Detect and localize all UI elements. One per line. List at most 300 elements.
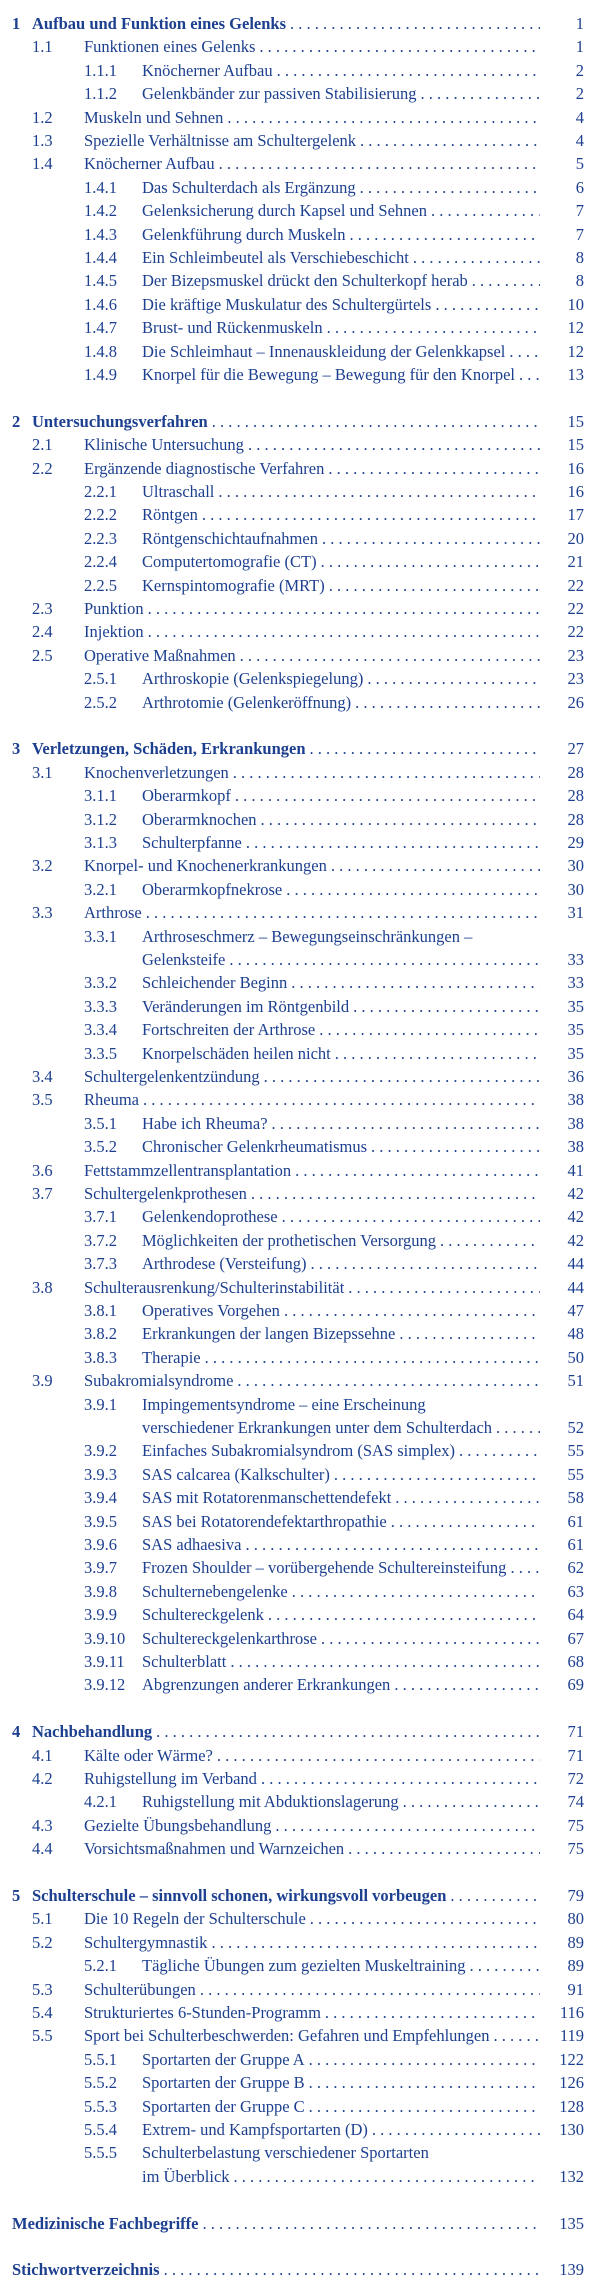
toc-page-number: 2 — [575, 84, 584, 104]
dot-leader — [235, 784, 540, 808]
toc-page-number: 116 — [559, 2003, 584, 2022]
toc-entry-number: 1.4.8 — [84, 341, 117, 361]
toc-section-entry[interactable] — [0, 597, 600, 621]
toc-entry-number: 2.2 — [32, 458, 53, 478]
toc-page-number: 61 — [567, 1535, 584, 1554]
toc-section-entry[interactable] — [0, 1837, 600, 1861]
toc-page-number: 89 — [567, 1932, 584, 1952]
toc-page-number: 16 — [567, 458, 584, 478]
toc-page-number: 55 — [567, 1441, 584, 1461]
toc-page-number: 1 — [575, 37, 584, 57]
toc-subsection-entry[interactable] — [0, 1954, 600, 1978]
toc-chapter-entry[interactable] — [0, 1884, 600, 1908]
dot-leader — [348, 1837, 540, 1861]
toc-entry-title: Röntgenschichtaufnahmen — [142, 528, 318, 548]
dot-leader — [148, 597, 540, 621]
toc-section-entry[interactable] — [0, 129, 600, 153]
toc-page-number: 15 — [567, 435, 584, 455]
toc-subsection-entry[interactable] — [0, 995, 600, 1019]
toc-subsection-entry[interactable] — [0, 808, 600, 832]
dot-leader — [371, 1135, 540, 1159]
dot-leader — [420, 82, 540, 106]
toc-entry-number: 4.4 — [32, 1839, 53, 1859]
toc-entry-title: Ergänzende diagnostische Verfahren — [84, 458, 325, 478]
toc-entry-title: Das Schulterdach als Ergänzung — [142, 177, 356, 197]
toc-subsection-entry[interactable] — [0, 574, 600, 598]
dot-leader — [237, 1369, 540, 1393]
dot-leader — [219, 152, 540, 176]
toc-entry-title: Schultereckgelenkarthrose — [142, 1628, 318, 1648]
toc-entry-title: Schulterausrenkung/Schulterinstabilität — [84, 1277, 345, 1297]
toc-page-number: 38 — [567, 1090, 584, 1110]
dot-leader — [202, 503, 540, 527]
toc-page-number: 35 — [567, 1020, 584, 1040]
toc-entry-title: Muskeln und Sehnen — [84, 107, 224, 127]
toc-subsection-entry[interactable] — [0, 1790, 600, 1814]
toc-entry-number: 2.2.2 — [84, 505, 117, 525]
toc-entry-continuation[interactable] — [0, 1416, 600, 1440]
toc-entry-number: 2.5.1 — [84, 669, 117, 689]
toc-page-number: 35 — [567, 996, 584, 1016]
toc-entry-number: 1.1 — [32, 37, 53, 57]
toc-section-entry[interactable] — [0, 761, 600, 785]
toc-page-number: 17 — [567, 505, 584, 525]
toc-page-number: 41 — [567, 1160, 584, 1180]
toc-page-number: 10 — [567, 294, 584, 314]
toc-entry-number: 5.5.5 — [84, 2143, 117, 2163]
toc-page-number: 23 — [567, 645, 584, 665]
toc-entry-title: Schulterblatt — [142, 1652, 227, 1671]
toc-page-number: 4 — [575, 131, 584, 150]
toc-subsection-entry[interactable] — [0, 2141, 600, 2165]
dot-leader — [240, 644, 540, 668]
toc-entry-title: Verletzungen, Schäden, Erkrankungen — [32, 739, 306, 759]
toc-section-entry[interactable] — [0, 1065, 600, 1089]
toc-entry-title: Schultergelenkentzündung — [84, 1067, 260, 1086]
toc-section-entry[interactable] — [0, 1767, 600, 1791]
toc-section-entry[interactable] — [0, 1907, 600, 1931]
toc-entry-number: 5 — [12, 1886, 21, 1905]
toc-page-number: 58 — [567, 1488, 584, 1508]
toc-entry-number: 1.2 — [32, 107, 53, 127]
toc-chapter-entry[interactable] — [0, 12, 600, 36]
toc-page-number: 29 — [567, 833, 584, 852]
toc-subsection-entry[interactable] — [0, 1252, 600, 1276]
dot-leader — [331, 854, 540, 878]
toc-entry-number: 2.3 — [32, 599, 53, 618]
toc-appendix-entry[interactable] — [0, 2212, 600, 2236]
toc-section-entry[interactable] — [0, 1182, 600, 1206]
toc-subsection-entry[interactable] — [0, 527, 600, 551]
toc-section-entry[interactable] — [0, 1744, 600, 1768]
toc-subsection-entry[interactable] — [0, 1042, 600, 1066]
toc-subsection-entry[interactable] — [0, 246, 600, 270]
toc-page-number: 61 — [567, 1511, 584, 1531]
toc-subsection-entry[interactable] — [0, 1580, 600, 1604]
toc-entry-title: Aufbau und Funktion eines Gelenks — [32, 14, 287, 33]
toc-entry-number: 1.4.6 — [84, 294, 117, 314]
toc-page-number: 67 — [567, 1628, 584, 1648]
dot-leader — [218, 480, 540, 504]
dot-leader — [325, 2001, 540, 2025]
toc-subsection-entry[interactable] — [0, 1135, 600, 1159]
toc-page-number: 119 — [559, 2026, 584, 2046]
toc-entry-title: Der Bizepsmuskel drückt den Schulterkopf herab — [142, 271, 468, 291]
toc-page-number: 30 — [567, 856, 584, 876]
toc-subsection-entry[interactable] — [0, 1673, 600, 1697]
toc-page-number: 55 — [567, 1464, 584, 1484]
toc-subsection-entry[interactable] — [0, 1322, 600, 1346]
dot-leader — [212, 410, 540, 434]
toc-page-number: 7 — [575, 201, 584, 221]
toc-page-number: 35 — [567, 1043, 584, 1063]
toc-entry-number: 3.9.5 — [84, 1511, 117, 1531]
toc-entry-title: Punktion — [84, 599, 144, 618]
toc-entry-title: Ruhigstellung im Verband — [84, 1769, 257, 1788]
dot-leader — [295, 1159, 540, 1183]
toc-page-number: 33 — [567, 950, 584, 969]
toc-entry-number: 1.1.1 — [84, 60, 117, 80]
toc-subsection-entry[interactable] — [0, 82, 600, 106]
toc-subsection-entry[interactable] — [0, 199, 600, 223]
toc-entry-title: Sportarten der Gruppe B — [142, 2073, 305, 2093]
toc-entry-title: Gelenkendoprothese — [142, 1207, 278, 1227]
toc-section-entry[interactable] — [0, 1814, 600, 1838]
toc-entry-number: 3.1.2 — [84, 809, 117, 829]
dot-leader — [229, 948, 540, 972]
toc-subsection-entry[interactable] — [0, 1650, 600, 1674]
toc-page-number: 74 — [567, 1792, 584, 1812]
toc-subsection-entry[interactable] — [0, 1603, 600, 1627]
toc-page-number: 16 — [567, 482, 584, 501]
dot-leader — [360, 129, 540, 153]
toc-section-entry[interactable] — [0, 901, 600, 925]
toc-chapter-entry[interactable] — [0, 410, 600, 434]
toc-subsection-entry[interactable] — [0, 691, 600, 715]
toc-section-entry[interactable] — [0, 854, 600, 878]
dot-leader — [399, 1322, 540, 1346]
toc-page-number: 52 — [567, 1418, 584, 1437]
toc-subsection-entry[interactable] — [0, 340, 600, 364]
dot-leader — [509, 340, 540, 364]
toc-page-number: 75 — [567, 1815, 584, 1835]
toc-entry-number: 3.7 — [32, 1184, 53, 1203]
toc-entry-number: 3.9.11 — [84, 1652, 125, 1671]
toc-entry-number: 1.4.7 — [84, 318, 117, 338]
toc-subsection-entry[interactable] — [0, 1299, 600, 1323]
toc-entry-title: Knöcherner Aufbau — [84, 154, 215, 174]
toc-entry-number: 5.5.1 — [84, 2049, 117, 2069]
toc-page-number: 69 — [567, 1675, 584, 1695]
toc-section-entry[interactable] — [0, 433, 600, 457]
toc-entry-title: Knorpel für die Bewegung – Bewegung für den Knorpel — [142, 365, 515, 384]
toc-page-number: 71 — [567, 1745, 584, 1765]
toc-entry-title: Arthrose — [84, 903, 142, 923]
dot-leader — [205, 1346, 540, 1370]
toc-entry-number: 3.9.1 — [84, 1394, 117, 1414]
toc-entry-title: Schulternebengelenke — [142, 1581, 288, 1601]
toc-entry-number: 2.2.1 — [84, 482, 117, 501]
toc-entry-title: Impingementsyndrome – eine Erscheinung — [142, 1394, 426, 1414]
toc-chapter-entry[interactable] — [0, 737, 600, 761]
toc-entry-title: Nachbehandlung — [32, 1722, 153, 1742]
toc-page-number: 38 — [567, 1137, 584, 1157]
toc-subsection-entry[interactable] — [0, 503, 600, 527]
dot-leader — [234, 2165, 540, 2189]
toc-entry-number: 3.9.8 — [84, 1581, 117, 1601]
toc-subsection-entry[interactable] — [0, 784, 600, 808]
toc-subsection-entry[interactable] — [0, 293, 600, 317]
toc-page-number: 42 — [567, 1230, 584, 1250]
toc-subsection-entry[interactable] — [0, 2118, 600, 2142]
toc-entry-title: Rheuma — [84, 1090, 139, 1110]
toc-entry-title: Operative Maßnahmen — [84, 645, 236, 665]
toc-entry-number: 4.1 — [32, 1745, 53, 1765]
dot-leader — [403, 1790, 540, 1814]
toc-page-number: 28 — [567, 809, 584, 829]
toc-subsection-entry[interactable] — [0, 1346, 600, 1370]
toc-section-entry[interactable] — [0, 1931, 600, 1955]
toc-entry-number: 3.2 — [32, 856, 53, 876]
dot-leader — [310, 737, 540, 761]
toc-entry-number: 5.1 — [32, 1909, 53, 1929]
toc-entry-number: 1 — [12, 14, 21, 33]
dot-leader — [372, 2118, 540, 2142]
toc-entry-number: 2.1 — [32, 435, 53, 455]
toc-page-number: 28 — [567, 786, 584, 806]
toc-subsection-entry[interactable] — [0, 363, 600, 387]
toc-entry-title: SAS bei Rotatorendefektarthropathie — [142, 1511, 387, 1531]
toc-entry-title: Spezielle Verhältnisse am Schultergelenk — [84, 131, 357, 150]
toc-page-number: 22 — [567, 575, 584, 595]
dot-leader — [227, 106, 540, 130]
toc-section-entry[interactable] — [0, 106, 600, 130]
toc-section-entry[interactable] — [0, 35, 600, 59]
toc-entry-title-continuation: verschiedener Erkrankungen unter dem Schulterdach — [142, 1418, 493, 1437]
toc-entry-number: 3.8 — [32, 1277, 53, 1297]
dot-leader — [277, 59, 540, 83]
toc-entry-title: Die kräftige Muskulatur des Schultergürtels — [142, 294, 432, 314]
toc-section-entry[interactable] — [0, 152, 600, 176]
toc-subsection-entry[interactable] — [0, 1510, 600, 1534]
dot-leader — [519, 363, 540, 387]
toc-page-number: 30 — [567, 879, 584, 899]
toc-subsection-entry[interactable] — [0, 59, 600, 83]
toc-entry-title: Gezielte Übungsbehandlung — [84, 1815, 272, 1835]
toc-subsection-entry[interactable] — [0, 971, 600, 995]
toc-entry-number: 1.4.9 — [84, 365, 117, 384]
dot-leader — [335, 1042, 540, 1066]
dot-leader — [321, 1627, 540, 1651]
toc-entry-number: 5.3 — [32, 1979, 53, 1999]
toc-page-number: 15 — [567, 411, 584, 431]
toc-subsection-entry[interactable] — [0, 2095, 600, 2119]
toc-subsection-entry[interactable] — [0, 878, 600, 902]
dot-leader — [310, 1907, 540, 1931]
toc-entry-title: SAS adhaesiva — [142, 1535, 242, 1554]
toc-entry-title: Ein Schleimbeutel als Verschiebeschicht — [142, 248, 409, 267]
dot-leader — [413, 246, 540, 270]
toc-entry-title: Medizinische Fachbegriffe — [12, 2213, 199, 2233]
toc-section-entry[interactable] — [0, 1978, 600, 2002]
toc-entry-title: Arthrodese (Versteifung) — [142, 1254, 307, 1274]
toc-entry-title: Arthrotomie (Gelenkeröffnung) — [142, 692, 352, 712]
toc-page-number: 2 — [575, 60, 584, 80]
toc-entry-number: 5.2.1 — [84, 1956, 117, 1976]
toc-entry-number: 3.1 — [32, 762, 53, 782]
dot-leader — [469, 1954, 540, 1978]
toc-subsection-entry[interactable] — [0, 1486, 600, 1510]
toc-entry-title: Knorpelschäden heilen nicht — [142, 1043, 331, 1063]
dot-leader — [156, 1720, 540, 1744]
toc-entry-title: SAS calcarea (Kalkschulter) — [142, 1464, 330, 1484]
toc-subsection-entry[interactable] — [0, 1627, 600, 1651]
toc-entry-title: Schultergelenkprothesen — [84, 1184, 247, 1203]
toc-entry-number: 5.4 — [32, 2003, 53, 2022]
dot-leader — [290, 12, 540, 36]
toc-entry-title: Funktionen eines Gelenks — [84, 37, 256, 57]
toc-page-number: 20 — [567, 528, 584, 548]
dot-leader — [435, 293, 540, 317]
toc-subsection-entry[interactable] — [0, 667, 600, 691]
toc-subsection-entry[interactable] — [0, 550, 600, 574]
toc-entry-number: 3.2.1 — [84, 879, 117, 899]
toc-subsection-entry[interactable] — [0, 223, 600, 247]
toc-entry-title: Injektion — [84, 622, 144, 642]
toc-page-number: 42 — [567, 1184, 584, 1203]
toc-entry-number: 3.1.1 — [84, 786, 117, 806]
dot-leader — [275, 1814, 540, 1838]
toc-subsection-entry[interactable] — [0, 1018, 600, 1042]
toc-page-number: 12 — [567, 341, 584, 361]
dot-leader — [146, 901, 540, 925]
toc-entry-number: 3.9.12 — [84, 1675, 126, 1695]
toc-entry-number: 5.5.3 — [84, 2096, 117, 2116]
dot-leader — [203, 2212, 541, 2236]
toc-section-entry[interactable] — [0, 2001, 600, 2025]
dot-leader — [391, 1510, 540, 1534]
toc-entry-title: Erkrankungen der langen Bizepssehne — [142, 1324, 396, 1344]
toc-appendix-entry[interactable] — [0, 2258, 600, 2282]
toc-subsection-entry[interactable] — [0, 1463, 600, 1487]
toc-entry-number: 3.9.3 — [84, 1464, 117, 1484]
toc-subsection-entry[interactable] — [0, 1112, 600, 1136]
dot-leader — [286, 878, 540, 902]
toc-entry-number: 2.2.4 — [84, 552, 117, 572]
toc-page-number: 135 — [559, 2213, 584, 2233]
dot-leader — [251, 1182, 540, 1206]
toc-page-number: 1 — [575, 14, 584, 33]
toc-section-entry[interactable] — [0, 644, 600, 668]
toc-entry-title: Fortschreiten der Arthrose — [142, 1020, 316, 1040]
dot-leader — [230, 1650, 540, 1674]
toc-page-number: 23 — [567, 669, 584, 689]
toc-entry-number: 2.5 — [32, 645, 53, 665]
toc-entry-number: 3.3.4 — [84, 1020, 117, 1040]
toc-section-entry[interactable] — [0, 1276, 600, 1300]
toc-page-number: 51 — [567, 1371, 584, 1391]
toc-entry-title: Ruhigstellung mit Abduktionslagerung — [142, 1792, 399, 1812]
toc-entry-number: 3.4 — [32, 1067, 53, 1086]
toc-page-number: 91 — [567, 1979, 584, 1999]
toc-page-number: 71 — [567, 1722, 584, 1742]
toc-subsection-entry[interactable] — [0, 269, 600, 293]
toc-entry-number: 1.4.1 — [84, 177, 117, 197]
toc-subsection-entry[interactable] — [0, 831, 600, 855]
toc-entry-continuation[interactable] — [0, 2165, 600, 2189]
toc-entry-title-continuation: im Überblick — [142, 2166, 230, 2186]
toc-entry-number: 3.7.3 — [84, 1254, 117, 1274]
toc-subsection-entry[interactable] — [0, 480, 600, 504]
dot-leader — [321, 550, 540, 574]
toc-subsection-entry[interactable] — [0, 1229, 600, 1253]
dot-leader — [459, 1439, 540, 1463]
toc-section-entry[interactable] — [0, 1088, 600, 1112]
dot-leader — [367, 667, 540, 691]
toc-page-number: 26 — [567, 692, 584, 712]
toc-page-number: 44 — [567, 1277, 584, 1297]
toc-subsection-entry[interactable] — [0, 1439, 600, 1463]
toc-entry-title: Operatives Vorgehen — [142, 1301, 280, 1320]
dot-leader — [291, 971, 540, 995]
toc-subsection-entry[interactable] — [0, 1205, 600, 1229]
toc-entry-number: 3.7.2 — [84, 1230, 117, 1250]
toc-entry-title: Gelenkführung durch Muskeln — [142, 224, 346, 244]
toc-entry-number: 5.5.2 — [84, 2073, 117, 2093]
toc-entry-title: Klinische Untersuchung — [84, 435, 244, 455]
toc-page-number: 21 — [567, 552, 584, 572]
toc-section-entry[interactable] — [0, 1369, 600, 1393]
toc-subsection-entry[interactable] — [0, 316, 600, 340]
toc-subsection-entry[interactable] — [0, 1533, 600, 1557]
toc-entry-continuation[interactable] — [0, 948, 600, 972]
toc-page-number: 44 — [567, 1254, 584, 1274]
dot-leader — [261, 808, 540, 832]
toc-entry-title: Computertomografie (CT) — [142, 552, 317, 572]
dot-leader — [360, 176, 540, 200]
toc-section-entry[interactable] — [0, 457, 600, 481]
toc-section-entry[interactable] — [0, 2024, 600, 2048]
toc-entry-title: Veränderungen im Röntgenbild — [142, 996, 350, 1016]
dot-leader — [200, 1978, 540, 2002]
toc-entry-title: Arthroskopie (Gelenkspiegelung) — [142, 669, 364, 689]
toc-entry-title: Sportarten der Gruppe A — [142, 2049, 305, 2069]
toc-subsection-entry[interactable] — [0, 925, 600, 949]
dot-leader — [233, 761, 540, 785]
toc-subsection-entry[interactable] — [0, 1556, 600, 1580]
dot-leader — [143, 1088, 540, 1112]
toc-entry-title: Kernspintomografie (MRT) — [142, 575, 325, 595]
toc-section-entry[interactable] — [0, 1159, 600, 1183]
toc-entry-title: Brust- und Rückenmuskeln — [142, 318, 323, 338]
dot-leader — [309, 2095, 540, 2119]
toc-subsection-entry[interactable] — [0, 2071, 600, 2095]
toc-subsection-entry[interactable] — [0, 2048, 600, 2072]
toc-section-entry[interactable] — [0, 620, 600, 644]
toc-entry-number: 3.8.3 — [84, 1347, 117, 1367]
toc-subsection-entry[interactable] — [0, 176, 600, 200]
dot-leader — [264, 1065, 540, 1089]
toc-chapter-entry[interactable] — [0, 1720, 600, 1744]
toc-entry-title: Knochenverletzungen — [84, 762, 229, 782]
toc-page-number: 27 — [567, 739, 584, 759]
toc-entry-number: 3 — [12, 739, 21, 759]
toc-subsection-entry[interactable] — [0, 1393, 600, 1417]
toc-page-number: 130 — [559, 2120, 584, 2139]
toc-entry-number: 3.3.5 — [84, 1043, 117, 1063]
toc-page-number: 80 — [567, 1909, 584, 1929]
toc-entry-number: 3.7.1 — [84, 1207, 117, 1227]
